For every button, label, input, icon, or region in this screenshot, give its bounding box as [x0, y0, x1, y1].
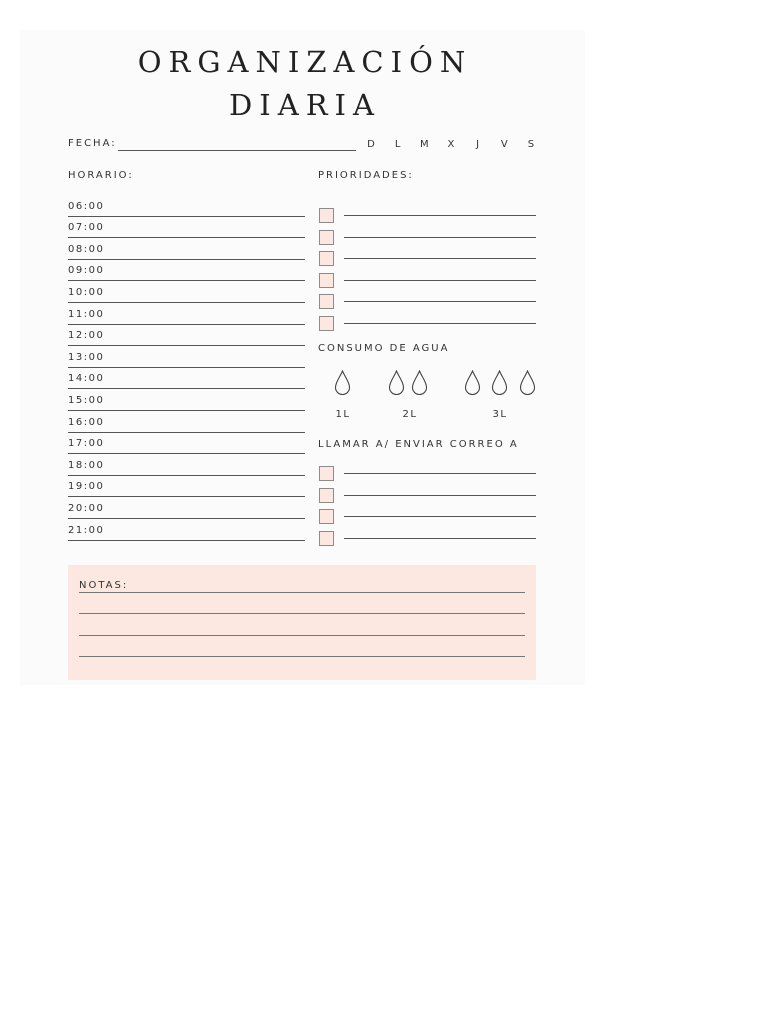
contact-line[interactable]	[344, 495, 536, 496]
priority-row	[318, 208, 536, 224]
schedule-row[interactable]	[68, 411, 305, 433]
priority-row	[318, 230, 536, 246]
hour-label: 15:00	[68, 394, 105, 406]
priority-line[interactable]	[344, 258, 536, 259]
priority-line[interactable]	[344, 237, 536, 238]
contact-checkbox[interactable]	[319, 531, 334, 546]
weekday-v[interactable]: V	[500, 139, 508, 150]
schedule-row[interactable]	[68, 497, 305, 519]
liter-label-1: 1L	[335, 409, 351, 420]
notas-label: NOTAS:	[79, 580, 129, 591]
weekday-m[interactable]: M	[419, 139, 429, 150]
hour-label: 10:00	[68, 286, 105, 298]
weekday-l[interactable]: L	[394, 139, 401, 150]
priority-row	[318, 273, 536, 289]
hour-label: 14:00	[68, 373, 105, 385]
contact-row	[318, 466, 536, 482]
notas-line[interactable]	[79, 635, 525, 636]
hour-label: 20:00	[68, 502, 105, 514]
priority-row	[318, 316, 536, 332]
weekday-selector	[362, 139, 540, 150]
hour-label: 08:00	[68, 243, 105, 255]
priority-checkbox[interactable]	[319, 294, 334, 309]
schedule-row[interactable]	[68, 389, 305, 411]
schedule-row[interactable]	[68, 238, 305, 260]
water-drop-icon[interactable]	[411, 370, 428, 396]
schedule-row[interactable]	[68, 433, 305, 455]
fecha-label: FECHA:	[68, 138, 117, 149]
water-drop-icon[interactable]	[334, 370, 351, 396]
water-drop-icon[interactable]	[464, 370, 481, 396]
fecha-input-line[interactable]	[118, 150, 356, 151]
hour-label: 06:00	[68, 200, 105, 212]
notas-line[interactable]	[79, 613, 525, 614]
hour-label: 11:00	[68, 308, 105, 320]
contact-line[interactable]	[344, 473, 536, 474]
agua-label: CONSUMO DE AGUA	[318, 343, 450, 354]
hour-label: 21:00	[68, 524, 105, 536]
schedule-row[interactable]	[68, 368, 305, 390]
horario-label: HORARIO:	[68, 170, 134, 181]
hour-label: 16:00	[68, 416, 105, 428]
priority-line[interactable]	[344, 215, 536, 216]
contact-line[interactable]	[344, 516, 536, 517]
notas-line[interactable]	[79, 592, 525, 593]
hour-label: 19:00	[68, 481, 105, 493]
hour-label: 18:00	[68, 459, 105, 471]
weekday-x[interactable]: X	[447, 139, 455, 150]
page-title-line2: DIARIA	[229, 88, 381, 122]
prioridades-label: PRIORIDADES:	[318, 170, 414, 181]
page-title-line1: ORGANIZACIÓN	[137, 45, 473, 79]
weekday-d[interactable]: D	[367, 139, 375, 150]
notas-box[interactable]	[68, 565, 536, 680]
schedule-row[interactable]	[68, 346, 305, 368]
priority-checkbox[interactable]	[319, 273, 334, 288]
hour-label: 12:00	[68, 330, 105, 342]
weekday-s[interactable]: S	[527, 139, 535, 150]
contact-row	[318, 509, 536, 525]
schedule-row[interactable]	[68, 303, 305, 325]
priority-row	[318, 294, 536, 310]
contact-checkbox[interactable]	[319, 466, 334, 481]
schedule-row[interactable]	[68, 325, 305, 347]
liter-label-3: 3L	[492, 409, 508, 420]
priority-row	[318, 251, 536, 267]
hour-label: 13:00	[68, 351, 105, 363]
llamar-label: LLAMAR A/ ENVIAR CORREO A	[318, 439, 519, 450]
schedule-row[interactable]	[68, 476, 305, 498]
priority-checkbox[interactable]	[319, 251, 334, 266]
water-drop-icon[interactable]	[519, 370, 536, 396]
schedule-row[interactable]	[68, 281, 305, 303]
contact-checkbox[interactable]	[319, 488, 334, 503]
hour-label: 07:00	[68, 222, 105, 234]
schedule-row[interactable]	[68, 260, 305, 282]
contact-row	[318, 488, 536, 504]
hour-label: 09:00	[68, 265, 105, 277]
hour-label: 17:00	[68, 438, 105, 450]
priority-checkbox[interactable]	[319, 230, 334, 245]
contact-line[interactable]	[344, 538, 536, 539]
priority-line[interactable]	[344, 301, 536, 302]
schedule-row[interactable]	[68, 519, 305, 541]
contact-row	[318, 531, 536, 547]
priority-checkbox[interactable]	[319, 316, 334, 331]
water-drop-icon[interactable]	[491, 370, 508, 396]
notas-line[interactable]	[79, 656, 525, 657]
schedule-row[interactable]	[68, 454, 305, 476]
priority-line[interactable]	[344, 280, 536, 281]
priority-checkbox[interactable]	[319, 208, 334, 223]
liter-label-2: 2L	[402, 409, 418, 420]
schedule-row[interactable]	[68, 217, 305, 239]
schedule-row[interactable]	[68, 195, 305, 217]
water-drop-icon[interactable]	[388, 370, 405, 396]
contact-checkbox[interactable]	[319, 509, 334, 524]
weekday-j[interactable]: J	[476, 139, 480, 150]
priority-line[interactable]	[344, 323, 536, 324]
